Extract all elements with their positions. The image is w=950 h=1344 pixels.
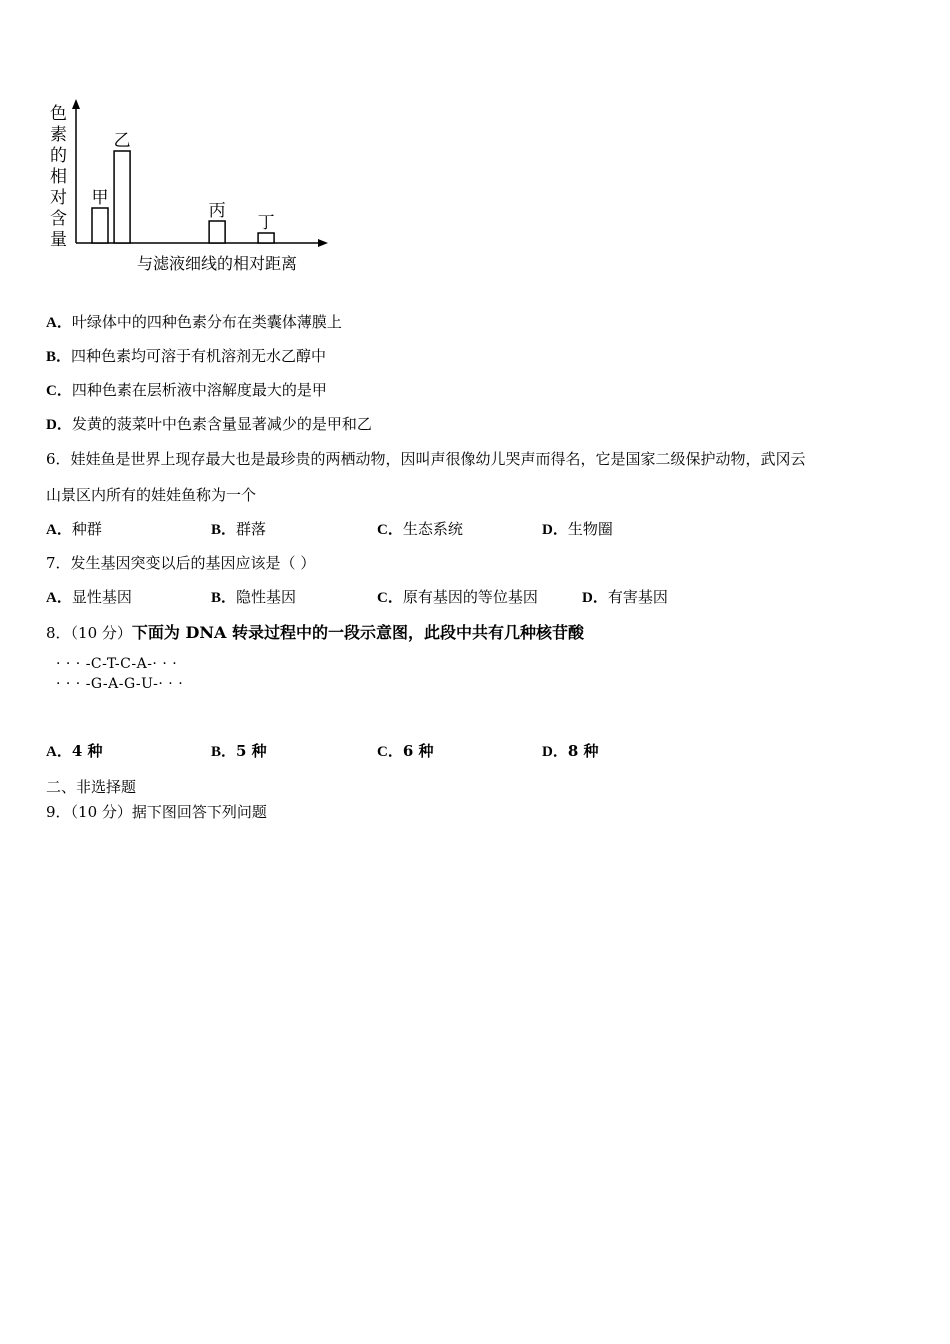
q7-option-b[interactable]: B．隐性基因 [211, 588, 297, 606]
q5-option-a[interactable]: A．叶绿体中的四种色素分布在类囊体薄膜上 [46, 313, 342, 331]
bar-label-4: 丁 [257, 213, 275, 233]
y-axis-label-char: 的 [50, 146, 67, 166]
dna-strand-bottom: · · · -G-A-G-U-· · · [56, 676, 184, 692]
q8-text: 下面为 DNA 转录过程中的一段示意图，此段中共有几种核苷酸 [131, 623, 584, 642]
q8-option-c[interactable]: C．6 种 [377, 742, 434, 760]
q7-option-d[interactable]: D．有害基因 [582, 588, 668, 606]
y-axis-label-char: 相 [50, 167, 67, 187]
q7-option-c[interactable]: C．原有基因的等位基因 [377, 588, 538, 606]
bar-1 [92, 208, 108, 243]
q5-option-c[interactable]: C．四种色素在层析液中溶解度最大的是甲 [46, 381, 327, 399]
q5-option-d[interactable]: D．发黄的菠菜叶中色素含量显著减少的是甲和乙 [46, 415, 372, 433]
bar-label-3: 丙 [208, 201, 226, 221]
y-axis-label-char: 量 [50, 230, 67, 250]
q6-option-b[interactable]: B．群落 [211, 520, 267, 538]
bar-3 [209, 221, 225, 243]
q8-option-d[interactable]: D．8 种 [542, 742, 599, 760]
x-axis-arrow [318, 239, 328, 247]
q7-option-a[interactable]: A．显性基因 [46, 588, 132, 606]
bar-2 [114, 151, 130, 243]
y-axis-label [50, 104, 67, 250]
y-axis-arrow [72, 99, 80, 109]
x-axis-label: 与滤液细线的相对距离 [137, 254, 298, 273]
y-axis-label-char: 对 [50, 188, 67, 208]
q9-stem [46, 801, 267, 822]
section-title: 二、非选择题 [46, 778, 137, 796]
q7-stem: 7．发生基因突变以后的基因应该是（ ） [46, 554, 316, 572]
y-axis-label-char: 色 [50, 104, 67, 124]
q8-stem [46, 620, 584, 643]
q8-option-a[interactable]: A．4 种 [46, 742, 103, 760]
bar-label-2: 乙 [113, 131, 131, 151]
q9-text: 据下图回答下列问题 [131, 803, 267, 821]
bar-label-1: 甲 [91, 188, 109, 208]
q6-option-c[interactable]: C．生态系统 [377, 520, 463, 538]
q5-option-b[interactable]: B．四种色素均可溶于有机溶剂无水乙醇中 [46, 347, 327, 365]
q6-stem-line1: 6．娃娃鱼是世界上现存最大也是最珍贵的两栖动物，因叫声很像幼儿哭声而得名，它是国家二级保护动物，武冈云 [46, 450, 806, 468]
y-axis-label-char: 含 [50, 209, 67, 229]
dna-strand-top: · · · -C-T-C-A-· · · [56, 656, 178, 672]
q6-option-a[interactable]: A．种群 [46, 520, 102, 538]
bar-4 [258, 233, 274, 243]
q6-option-d[interactable]: D．生物圈 [542, 520, 613, 538]
y-axis-label-char: 素 [50, 125, 67, 145]
pigment-chart [44, 97, 334, 277]
q8-prefix: 8．（10 分） [46, 624, 132, 642]
q6-stem-line2: 山景区内所有的娃娃鱼称为一个 [46, 486, 257, 504]
q8-option-b[interactable]: B．5 种 [211, 742, 267, 760]
q9-prefix: 9．（10 分） [46, 803, 132, 821]
